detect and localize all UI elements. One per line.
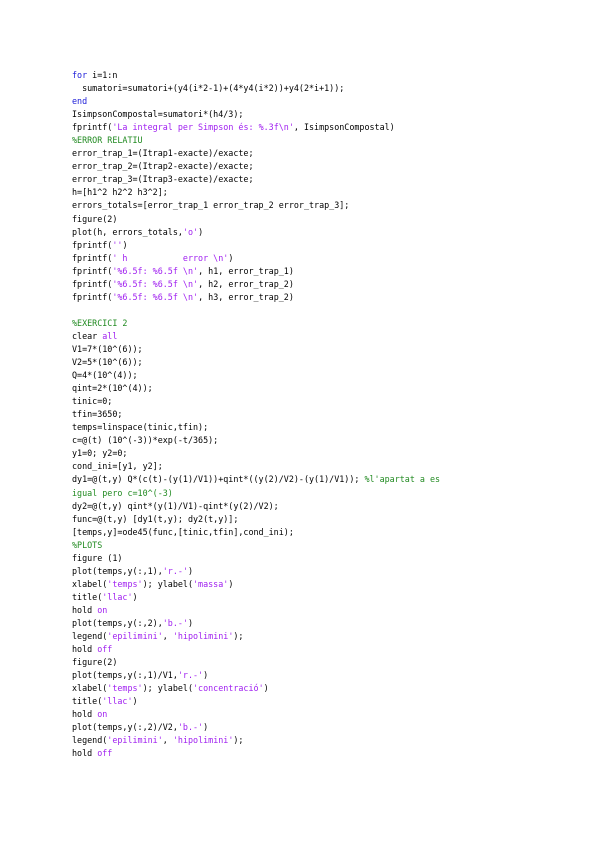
code-token: ) bbox=[228, 252, 234, 263]
code-token: xlabel( bbox=[72, 578, 108, 589]
string-token: '' bbox=[112, 239, 123, 250]
code-line bbox=[72, 473, 440, 486]
code-line bbox=[72, 539, 440, 552]
code-line bbox=[72, 291, 440, 304]
code-token: plot(temps,y(:,1)/V1, bbox=[72, 670, 178, 681]
string-token: 'r.-' bbox=[177, 670, 204, 681]
code-token: figure (1) bbox=[72, 552, 123, 563]
code-token: ) bbox=[198, 226, 204, 237]
code-token: ) bbox=[228, 578, 234, 589]
string-token: 'llac' bbox=[102, 591, 133, 602]
code-line bbox=[72, 565, 440, 578]
code-line bbox=[72, 356, 440, 369]
code-line bbox=[72, 265, 440, 278]
code-token: dy1=@(t,y) Q*(c(t)-(y(1)/V1))+qint*((y(2)/V2)-(y(1)/V1)); bbox=[72, 474, 365, 485]
code-line bbox=[72, 578, 440, 591]
code-token: fprintf( bbox=[72, 291, 113, 302]
code-token: ) bbox=[187, 565, 194, 576]
code-token: [temps,y]=ode45(func,[tinic,tfin],cond_ini); bbox=[72, 526, 294, 537]
code-token: V2=5*(10^(6)); bbox=[72, 357, 143, 368]
code-token: IsimpsonCompostal=sumatori*(h4/3); bbox=[72, 109, 244, 120]
comment-token: %EXERCICI 2 bbox=[72, 317, 128, 328]
string-token: 'La integral per Simpson és: %.3f\n' bbox=[112, 122, 294, 133]
code-token: ) bbox=[132, 696, 138, 707]
code-line bbox=[72, 382, 440, 395]
code-line bbox=[72, 186, 440, 199]
code-token: ) bbox=[203, 722, 209, 733]
string-token: '%6.5f: %6.5f \n' bbox=[112, 278, 199, 289]
code-token: clear bbox=[72, 330, 103, 341]
code-line bbox=[72, 500, 440, 513]
code-line bbox=[72, 317, 440, 330]
string-token: 'r.-' bbox=[162, 565, 188, 576]
code-line bbox=[72, 343, 440, 356]
code-line bbox=[72, 82, 440, 95]
code-token: hold bbox=[72, 604, 98, 615]
code-line bbox=[72, 121, 440, 134]
code-line bbox=[72, 630, 440, 643]
code-line bbox=[72, 434, 440, 447]
code-line bbox=[72, 147, 440, 160]
code-token: tfin=3650; bbox=[72, 409, 123, 420]
code-token: figure(2) bbox=[72, 213, 118, 224]
code-line bbox=[72, 160, 440, 173]
code-line bbox=[72, 695, 440, 708]
code-token: fprintf( bbox=[72, 265, 113, 276]
code-line bbox=[72, 213, 440, 226]
string-token: '%6.5f: %6.5f \n' bbox=[112, 291, 199, 302]
string-token: 'massa' bbox=[193, 578, 229, 589]
code-line bbox=[72, 69, 440, 82]
code-token: legend( bbox=[72, 735, 108, 746]
string-token: 'b.-' bbox=[162, 617, 188, 628]
code-line bbox=[72, 369, 440, 382]
matlab-code-listing bbox=[72, 69, 440, 760]
code-line bbox=[72, 656, 440, 669]
code-line bbox=[72, 408, 440, 421]
code-token: cond_ini=[y1, y2]; bbox=[72, 461, 163, 472]
code-line bbox=[72, 252, 440, 265]
code-token: legend( bbox=[72, 631, 108, 642]
code-token: plot(temps,y(:,1), bbox=[72, 565, 163, 576]
code-token: hold bbox=[72, 709, 98, 720]
code-token: hold bbox=[72, 644, 98, 655]
code-token: , bbox=[162, 631, 173, 642]
code-token: fprintf( bbox=[72, 122, 113, 133]
code-token: , IsimpsonCompostal) bbox=[293, 122, 395, 133]
code-token: y1=0; y2=0; bbox=[72, 448, 128, 459]
code-token: fprintf( bbox=[72, 239, 113, 250]
keyword-token: for bbox=[72, 70, 88, 80]
code-line bbox=[72, 526, 440, 539]
code-token: , h3, error_trap_2) bbox=[198, 291, 294, 302]
comment-token: %l'apartat a es bbox=[364, 474, 441, 485]
code-line bbox=[72, 617, 440, 630]
code-line bbox=[72, 552, 440, 565]
string-token: 'temps' bbox=[107, 683, 143, 694]
string-token: 'llac' bbox=[102, 696, 133, 707]
code-line bbox=[72, 721, 440, 734]
string-token: on bbox=[97, 604, 108, 615]
code-token: qint=2*(10^(4)); bbox=[72, 383, 153, 394]
string-token: off bbox=[97, 644, 113, 655]
code-token: hold bbox=[72, 748, 98, 759]
code-token: error_trap_2=(Itrap2-exacte)/exacte; bbox=[72, 161, 254, 172]
string-token: 'hipolimini' bbox=[172, 735, 234, 746]
code-line bbox=[72, 421, 440, 434]
code-token: , h2, error_trap_2) bbox=[198, 278, 294, 289]
code-token: ) bbox=[132, 591, 138, 602]
code-token: ); ylabel( bbox=[142, 578, 194, 589]
code-line bbox=[72, 199, 440, 212]
string-token: 'concentració' bbox=[193, 683, 264, 694]
code-line bbox=[72, 395, 440, 408]
code-token: tinic=0; bbox=[72, 396, 113, 407]
code-line bbox=[72, 682, 440, 695]
code-token: , h1, error_trap_1) bbox=[198, 265, 294, 276]
string-token: 'o' bbox=[182, 226, 199, 237]
string-token: '%6.5f: %6.5f \n' bbox=[112, 265, 199, 276]
code-line bbox=[72, 108, 440, 121]
code-line bbox=[72, 134, 440, 147]
code-token: errors_totals=[error_trap_1 error_trap_2 error_trap_3]; bbox=[72, 200, 350, 211]
code-line bbox=[72, 226, 440, 239]
string-token: 'temps' bbox=[107, 578, 143, 589]
comment-token: %ERROR RELATIU bbox=[72, 135, 143, 146]
code-line bbox=[72, 278, 440, 291]
code-token: i=1:n bbox=[87, 70, 118, 80]
code-line bbox=[72, 239, 440, 252]
code-line bbox=[72, 669, 440, 682]
comment-token: %PLOTS bbox=[72, 539, 103, 550]
code-token: h=[h1^2 h2^2 h3^2]; bbox=[72, 187, 168, 198]
code-token: ) bbox=[203, 670, 209, 681]
code-line bbox=[72, 304, 440, 317]
code-token: plot(temps,y(:,2)/V2, bbox=[72, 722, 178, 733]
code-token: error_trap_1=(Itrap1-exacte)/exacte; bbox=[72, 148, 254, 159]
code-token: func=@(t,y) [dy1(t,y); dy2(t,y)]; bbox=[72, 513, 239, 524]
string-token: on bbox=[97, 709, 108, 720]
code-token: ) bbox=[187, 617, 194, 628]
code-token: , bbox=[162, 735, 173, 746]
code-line bbox=[72, 330, 440, 343]
string-token: 'epilimini' bbox=[107, 735, 163, 746]
code-token: error_trap_3=(Itrap3-exacte)/exacte; bbox=[72, 174, 254, 185]
string-token: 'b.-' bbox=[177, 722, 204, 733]
keyword-token: end bbox=[72, 96, 88, 107]
code-token: dy2=@(t,y) qint*(y(1)/V1)-qint*(y(2)/V2); bbox=[72, 500, 279, 511]
code-token: sumatori=sumatori+(y4(i*2-1)+(4*y4(i*2))+y4(2*i+1)); bbox=[72, 83, 345, 94]
code-token: temps=linspace(tinic,tfin); bbox=[72, 422, 209, 433]
code-token: title( bbox=[72, 591, 103, 602]
code-token: Q=4*(10^(4)); bbox=[72, 370, 138, 381]
code-token: xlabel( bbox=[72, 683, 108, 694]
code-token: c=@(t) (10^(-3))*exp(-t/365); bbox=[72, 435, 219, 446]
code-token: title( bbox=[72, 696, 103, 707]
code-line bbox=[72, 95, 440, 108]
code-token: ) bbox=[122, 239, 128, 250]
code-line bbox=[72, 447, 440, 460]
code-token: ); bbox=[233, 735, 244, 746]
code-line bbox=[72, 591, 440, 604]
code-token: ) bbox=[263, 683, 269, 694]
string-token: ' h error \n' bbox=[112, 252, 229, 263]
code-token: ); bbox=[233, 631, 244, 642]
code-token: plot(h, errors_totals, bbox=[72, 226, 183, 237]
code-token: figure(2) bbox=[72, 657, 118, 668]
code-line bbox=[72, 708, 440, 721]
code-token: fprintf( bbox=[72, 252, 113, 263]
code-line bbox=[72, 487, 440, 500]
string-token: all bbox=[102, 330, 118, 341]
code-token: V1=7*(10^(6)); bbox=[72, 343, 143, 354]
code-line bbox=[72, 643, 440, 656]
code-line bbox=[72, 460, 440, 473]
code-line bbox=[72, 604, 440, 617]
string-token: 'hipolimini' bbox=[172, 631, 234, 642]
code-line bbox=[72, 513, 440, 526]
code-line bbox=[72, 173, 440, 186]
string-token: off bbox=[97, 748, 113, 759]
code-token: plot(temps,y(:,2), bbox=[72, 617, 163, 628]
code-token: ); ylabel( bbox=[142, 683, 194, 694]
string-token: 'epilimini' bbox=[107, 631, 163, 642]
code-line bbox=[72, 734, 440, 747]
code-token: fprintf( bbox=[72, 278, 113, 289]
comment-token: igual pero c=10^(-3) bbox=[72, 487, 173, 498]
code-line bbox=[72, 747, 440, 760]
